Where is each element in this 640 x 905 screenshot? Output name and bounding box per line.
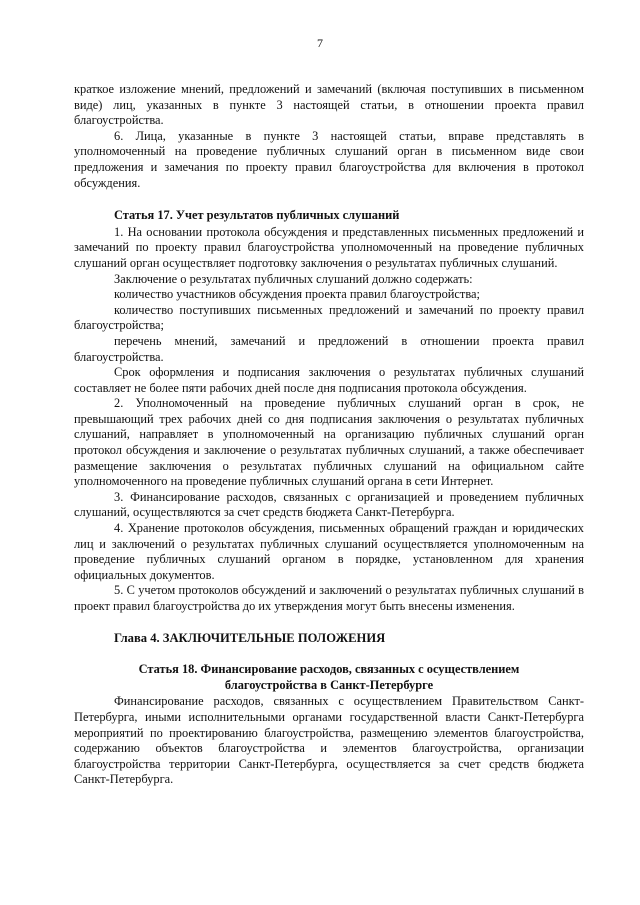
article-17-paragraph-8: 3. Финансирование расходов, связанных с организацией и проведением публичных слушаний, осуществляются за счет средств бюджета Санкт-Петербурга.: [74, 489, 584, 520]
intro-paragraph-item-6: 6. Лица, указанные в пункте 3 настоящей статьи, вправе представлять в уполномоченный на проведение публичных слушаний орган в письменном виде свои предложения и замечания по проекту правил благоустройства для включения в протокол обсуждения.: [74, 128, 584, 190]
article-17-paragraph-9: 4. Хранение протоколов обсуждения, письменных обращений граждан и юридических лиц и заключений о результатах публичных слушаний осуществляется уполномоченным на проведение публичных слушаний органом в порядке, установленном для хранения официальных документов.: [74, 521, 584, 582]
article-18-title-line-1: Статья 18. Финансирование расходов, связанных с осуществлением: [138, 662, 520, 677]
page-number: 7: [317, 36, 323, 50]
article-17-title: Статья 17. Учет результатов публичных слушаний: [114, 208, 400, 223]
article-17-paragraph-6: Срок оформления и подписания заключения о результатах публичных слушаний составляет не более пяти рабочих дней после дня подписания протокола обсуждения.: [74, 365, 584, 395]
article-17-paragraph-2: Заключение о результатах публичных слушаний должно содержать:: [114, 271, 473, 286]
article-17-paragraph-3: количество участников обсуждения проекта правил благоустройства;: [114, 287, 480, 302]
article-18-paragraph: Финансирование расходов, связанных с осуществлением Правительством Санкт-Петербурга, иными исполнительными органами государственной власти Санкт-Петербурга мероприятий по проектированию благоустройства, размещению элементов благоустройства, содержанию объектов благоустройства и элементов благоустройства, организации благоустройства территории Санкт-Петербурга, осуществляется за счет средств бюджета Санкт-Петербурга.: [74, 694, 584, 787]
intro-paragraph-continuation: краткое изложение мнений, предложений и замечаний (включая поступивших в письменном виде) лиц, указанных в пункте 3 настоящей статьи, в отношении проекта правил благоустройства.: [74, 82, 584, 128]
article-17-paragraph-1: 1. На основании протокола обсуждения и представленных письменных предложений и замечаний по проекту правил благоустройства уполномоченный на проведение публичных слушаний орган осуществляет подготовку заключения о результатах публичных слушаний.: [74, 224, 584, 270]
article-18-title: [74, 662, 584, 693]
article-17-paragraph-5: перечень мнений, замечаний и предложений в отношении проекта правил благоустройства.: [74, 333, 584, 364]
chapter-4-title: Глава 4. ЗАКЛЮЧИТЕЛЬНЫЕ ПОЛОЖЕНИЯ: [114, 630, 386, 645]
document-body: [74, 82, 584, 788]
article-17-paragraph-7: 2. Уполномоченный на проведение публичных слушаний орган в срок, не превышающий трех рабочих дней со дня подписания заключения о результатах публичных слушаний, направляет в уполномоченный на организацию публичных слушаний орган протокол обсуждения и заключение о результатах публичных слушаний, а также обеспечивает размещение заключения о результатах публичных слушаний на официальном сайте уполномоченного на проведение публичных слушаний органа в сети Интернет.: [74, 396, 584, 489]
article-17-paragraph-10: 5. С учетом протоколов обсуждений и заключений о результатах публичных слушаний в проект правил благоустройства до их утверждения могут быть внесены изменения.: [74, 583, 584, 613]
article-17-paragraph-4: количество поступивших письменных предложений и замечаний по проекту правил благоустройства;: [74, 302, 584, 333]
article-18-title-line-2: благоустройства в Санкт-Петербурге: [224, 677, 434, 692]
